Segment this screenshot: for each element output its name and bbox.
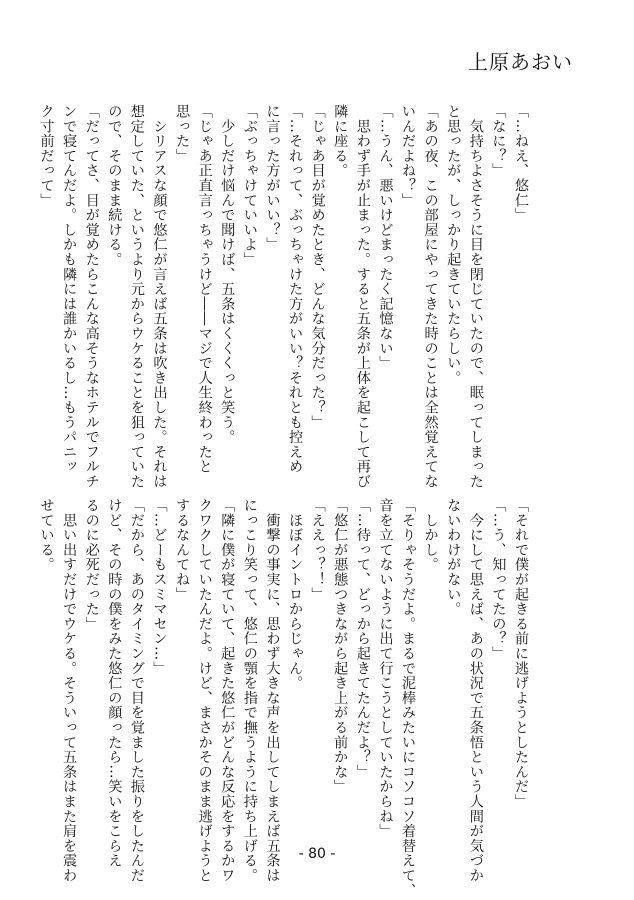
text-line: 「だから、あのタイミングで目を覚ました振りをしたんだ bbox=[128, 498, 145, 883]
text-line: 「そりゃそうだよ。まるで泥棒みたいにコソコソ着替えて、 bbox=[400, 498, 417, 898]
text-line: 「ええっ？！」 bbox=[309, 498, 326, 602]
text-line: 隣に座る。 bbox=[332, 104, 349, 178]
page-number: - 80 - bbox=[298, 846, 336, 862]
text-line: せている。 bbox=[38, 498, 55, 572]
text-line: るのに必死だった」 bbox=[83, 498, 100, 632]
text-line: いんだよね？」 bbox=[400, 104, 417, 208]
text-line: 「…それって、ぶっちゃけた方がいい？それとも控えめ bbox=[287, 104, 304, 474]
text-line: 「隣に僕が寝ていて、起きた悠仁がどんな反応をするかワ bbox=[219, 498, 236, 883]
text-line: に言った方がいい？」 bbox=[264, 104, 281, 252]
text-line: 「…待って、どっから起きてたんだよ？」 bbox=[354, 498, 371, 780]
text-line: ほぼイントロからじゃん。 bbox=[287, 498, 304, 691]
text-line: 今にして思えば、あの状況で五条悟という人間が気づか bbox=[467, 498, 484, 883]
text-line: 「…どーもスミマセン…」 bbox=[151, 498, 168, 676]
text-line: 「…ねえ、悠仁」 bbox=[513, 104, 529, 223]
text-line: 「だってさ、目が覚めたらこんな高そうなホテルでフルチ bbox=[83, 104, 100, 489]
text-line: 衝撃の事実に、思わず大きな声を出してしまえば五条は bbox=[264, 498, 281, 883]
text-line: 「…う、知ってたの？」 bbox=[490, 498, 507, 661]
text-line: 思った」 bbox=[174, 104, 191, 164]
text-line: 思わず手が止まった。すると五条が上体を起こして再び bbox=[354, 104, 371, 489]
text-line: ないわけがない。 bbox=[445, 498, 462, 617]
text-line: 気持ちよさそうに目を閉じていたので、眠ってしまった bbox=[467, 104, 484, 489]
text-line: 想定していた、というより元からウケることを狙っていた bbox=[128, 104, 145, 489]
text-line: けど、その時の僕をみた悠仁の顔ったら…笑いをこらえ bbox=[106, 498, 123, 868]
text-line: 「じゃあ目が覚めたとき、どんな気分だった？」 bbox=[309, 104, 326, 430]
text-line: するなんてね」 bbox=[174, 498, 191, 602]
text-line: 「それで僕が起きる前に逃げようとしたんだ」 bbox=[513, 498, 529, 809]
text-line: 思い出すだけでウケる。そういって五条はまた肩を震わ bbox=[61, 498, 78, 883]
text-block-top bbox=[38, 104, 532, 489]
text-line: ンで寝てんだよ。しかも隣には誰かいるし…もうパニッ bbox=[61, 104, 78, 474]
text-line: ので、そのまま続ける。 bbox=[106, 104, 123, 267]
text-line: クワクしていたんだよ。けど、まさかそのまま逃げようと bbox=[196, 498, 213, 883]
text-line: 「ぶっちゃけていいよ」 bbox=[241, 104, 258, 267]
text-line: 「あの夜、この部屋にやってきた時のことは全然覚えてな bbox=[422, 104, 439, 489]
text-line: しかし。 bbox=[422, 498, 439, 572]
text-line: と思ったが、しっかり起きていたらしい。 bbox=[445, 104, 462, 386]
text-line: 音を立てないように出て行こうとしていたからね」 bbox=[377, 498, 394, 839]
text-line: シリアスな顔で悠仁が言えば五条は吹き出した。それは bbox=[151, 104, 168, 489]
text-line: にっこり笑って、悠仁の顎を指で撫うように持ち上げる。 bbox=[241, 498, 258, 883]
text-line: 「じゃあ正直言っちゃうけど――マジで人生終わったと bbox=[196, 104, 213, 474]
text-line: ク寸前だって」 bbox=[38, 104, 55, 208]
text-line: 「…うん、悪いけどまったく記憶ない」 bbox=[377, 104, 394, 371]
text-line: 「悠仁が悪態つきながら起き上がる前かな」 bbox=[332, 498, 349, 794]
text-line: 「なに？」 bbox=[490, 104, 507, 178]
author-name: 上原あおい bbox=[468, 50, 573, 74]
text-line: 少しだけ悩んで聞けば、五条はくくくっと笑う。 bbox=[219, 104, 236, 445]
